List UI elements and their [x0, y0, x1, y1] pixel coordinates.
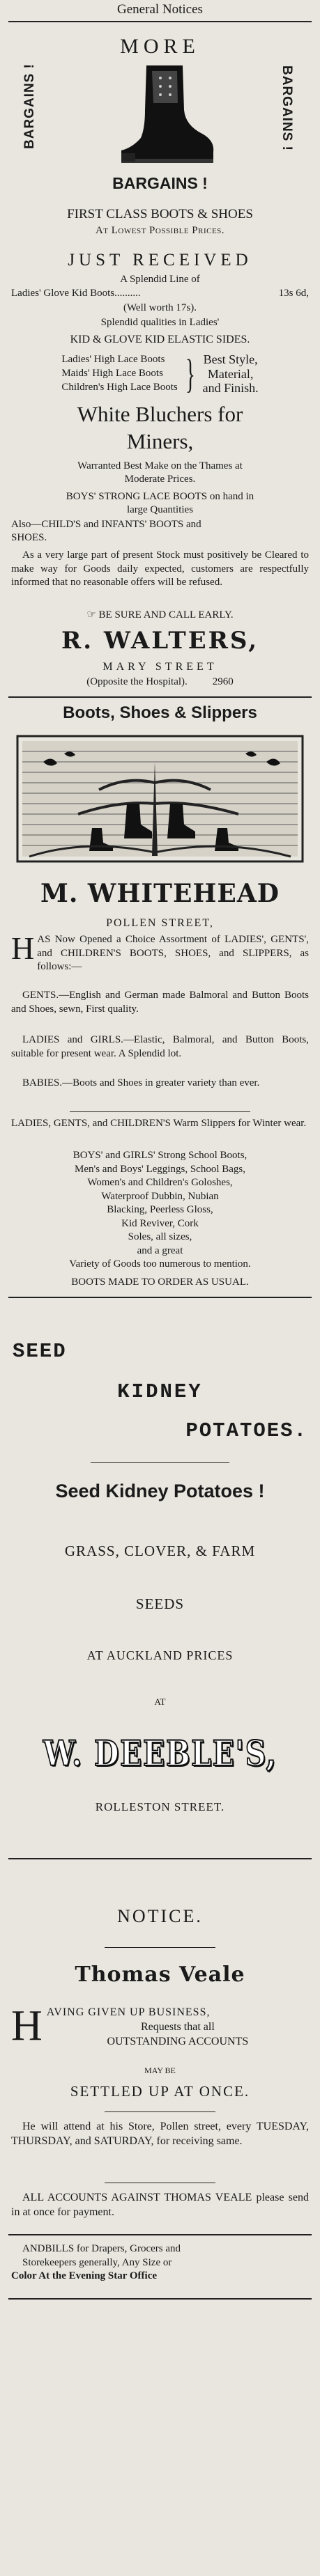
just-received: JUST RECEIVED	[68, 251, 252, 270]
bargains-right: BARGAINS !	[280, 65, 294, 151]
list-item: Waterproof Dubbin, Nubian	[101, 1190, 219, 1202]
rule	[8, 2298, 312, 2300]
pointing-hand-icon: ☞	[86, 609, 99, 620]
boot-illustration	[105, 61, 216, 173]
list-item: and a great	[137, 1244, 183, 1256]
whitehead-intro-block	[0, 930, 320, 974]
white-bluchers-2: Miners,	[126, 428, 194, 453]
intro-text: AS Now Opened a Choice Assortment of LADIES', GENTS', and CHILDREN'S BOOTS, SHOES, and SLIPPERS, as follows:—	[37, 934, 309, 972]
seed-kidney: Seed Kidney Potatoes !	[55, 1481, 265, 1501]
whitehead-heading: Boots, Shoes & Slippers	[63, 703, 257, 722]
auckland-prices: AT AUCKLAND PRICES	[86, 1648, 234, 1662]
best-2: Material,	[207, 366, 254, 381]
warranted	[0, 460, 320, 486]
deeble-kidney: KIDNEY	[117, 1380, 203, 1403]
rule	[8, 1858, 312, 1859]
walters-street: MARY STREET	[102, 661, 218, 673]
walters-name: R. WALTERS,	[61, 627, 259, 655]
attend: He will attend at his Store, Pollen street, every TUESDAY, THURSDAY, and SATURDAY, for receiving same.	[11, 2121, 309, 2147]
high-lace-list	[61, 353, 177, 394]
also-child	[0, 518, 320, 545]
rule	[70, 1111, 250, 1112]
intro-cap: H	[11, 930, 35, 966]
grass-clover: GRASS, CLOVER, & FARM	[64, 1543, 256, 1559]
bargains-left: BARGAINS !	[22, 63, 37, 149]
footer-handbills	[0, 2242, 320, 2284]
settled: SETTLED UP AT ONCE.	[70, 2083, 250, 2100]
list-item: Blacking, Peerless Gloss,	[107, 1204, 213, 1215]
stock-notice: As a very large part of present Stock must positively be Cleared to make way for Goods daily expected, customers are respectfully informed that no reasonable offers will be refused.	[11, 549, 309, 588]
high-lace-block	[0, 352, 320, 396]
made-to-order: BOOTS MADE TO ORDER AS USUAL.	[71, 1277, 249, 1288]
be-sure-line	[0, 609, 320, 622]
list-item: Variety of Goods too numerous to mention.	[69, 1258, 251, 1270]
warranted-1: Warranted Best Make on the Thames at	[77, 460, 243, 471]
worth: (Well worth 17s).	[123, 302, 197, 313]
list-item: Kid Reviver, Cork	[121, 1217, 199, 1229]
kid-glove-elastic: KID & GLOVE KID ELASTIC SIDES.	[70, 334, 250, 345]
lowest-prices: At Lowest Possible Prices.	[95, 225, 225, 236]
may-be: MAY BE	[144, 2066, 176, 2075]
list-item: Soles, all sizes,	[128, 1231, 192, 1242]
list-item: Women's and Children's Goloshes,	[87, 1177, 233, 1188]
warm-slippers: LADIES, GENTS, and CHILDREN'S Warm Slippers for Winter wear.	[11, 1118, 307, 1129]
glove-kid-text: Ladies' Glove Kid Boots..........	[11, 288, 141, 299]
rule	[105, 1947, 215, 1948]
glove-kid-price: 13s 6d,	[278, 288, 309, 299]
whitehead-intro	[11, 930, 309, 974]
also-child-1: Also—CHILD'S and INFANTS' BOOTS and	[11, 519, 201, 530]
white-bluchers	[0, 401, 320, 455]
also-child-2: SHOES.	[11, 531, 47, 543]
best-1: Best Style,	[203, 352, 258, 366]
splendid-line: A Splendid Line of	[120, 274, 200, 285]
walters-bottom-row	[0, 676, 320, 689]
all-accounts: ALL ACCOUNTS AGAINST THOMAS VEALE please send in at once for payment.	[11, 2192, 309, 2218]
high-lace-3: Children's High Lace Boots	[61, 381, 178, 393]
ladies: LADIES and GIRLS.—Elastic, Balmoral, and Button Boots, suitable for present wear. A Splendid lot.	[11, 1034, 309, 1059]
brace: }	[185, 351, 195, 397]
whitehead-street: POLLEN STREET,	[106, 917, 214, 929]
having-1: AVING GIVEN UP BUSINESS,	[46, 2006, 211, 2018]
whitehead-name: M. WHITEHEAD	[40, 879, 280, 908]
list-item: BOYS' and GIRLS' Strong School Boots,	[73, 1150, 247, 1161]
walters-more: MORE	[120, 35, 200, 58]
rule	[8, 696, 312, 698]
deeble-name-wrap	[0, 1733, 320, 1774]
footer-line-2: Storekeepers generally, Any Size or	[22, 2256, 172, 2268]
boys-strong-2: large Quantities	[126, 504, 194, 515]
best-list	[203, 352, 259, 396]
veale-name: Thomas Veale	[75, 1962, 245, 1987]
whitehead-list	[0, 1149, 320, 1272]
babies: BABIES.—Boots and Shoes in greater variety than ever.	[22, 1077, 260, 1088]
rule	[8, 2234, 312, 2235]
splendid-qualities: Splendid qualities in Ladies'	[100, 317, 220, 328]
ad-number: 2960	[212, 676, 234, 687]
rule	[8, 21, 312, 22]
deeble-potatoes: POTATOES.	[185, 1419, 307, 1442]
list-item: Men's and Boys' Leggings, School Bags,	[75, 1163, 245, 1175]
first-class: FIRST CLASS BOOTS & SHOES	[67, 207, 253, 221]
having-3: OUTSTANDING ACCOUNTS	[107, 2035, 249, 2047]
boys-strong	[0, 490, 320, 517]
gents: GENTS.—English and German made Balmoral and Button Boots and Shoes, sewn, First quality.	[11, 990, 309, 1015]
white-bluchers-1: White Bluchers for	[77, 402, 243, 426]
rule	[105, 2111, 215, 2112]
rule	[8, 1297, 312, 1298]
bargains-bottom: BARGAINS !	[112, 174, 208, 192]
page-header	[0, 1, 320, 18]
deeble-name: W. DEEBLE'S,	[43, 1733, 277, 1774]
best-3: and Finish.	[202, 381, 259, 396]
glove-kid-row	[0, 287, 320, 300]
rule	[91, 1462, 229, 1463]
boys-strong-1: BOYS' STRONG LACE BOOTS on hand in	[66, 491, 254, 502]
be-sure: BE SURE AND CALL EARLY.	[98, 609, 234, 620]
shoe-shop-engraving	[15, 734, 305, 864]
header-title: General Notices	[117, 2, 203, 17]
having-2: Requests that all	[141, 2020, 215, 2033]
opposite: (Opposite the Hospital).	[86, 676, 188, 687]
footer-line-3: Color At the Evening Star Office	[11, 2270, 158, 2281]
footer-line-1: ANDBILLS for Drapers, Grocers and	[22, 2243, 181, 2254]
having-block	[0, 2002, 320, 2050]
rolleston-street: ROLLESTON STREET.	[95, 1800, 225, 1813]
high-lace-1: Ladies' High Lace Boots	[61, 354, 165, 366]
warranted-2: Moderate Prices.	[124, 473, 196, 485]
having-cap: H	[11, 2002, 43, 2050]
high-lace-2: Maids' High Lace Boots	[61, 368, 163, 380]
notice-heading: NOTICE.	[117, 1906, 203, 1926]
deeble-seed: SEED	[13, 1340, 67, 1363]
at: AT	[154, 1696, 166, 1707]
seeds: SEEDS	[135, 1595, 185, 1612]
